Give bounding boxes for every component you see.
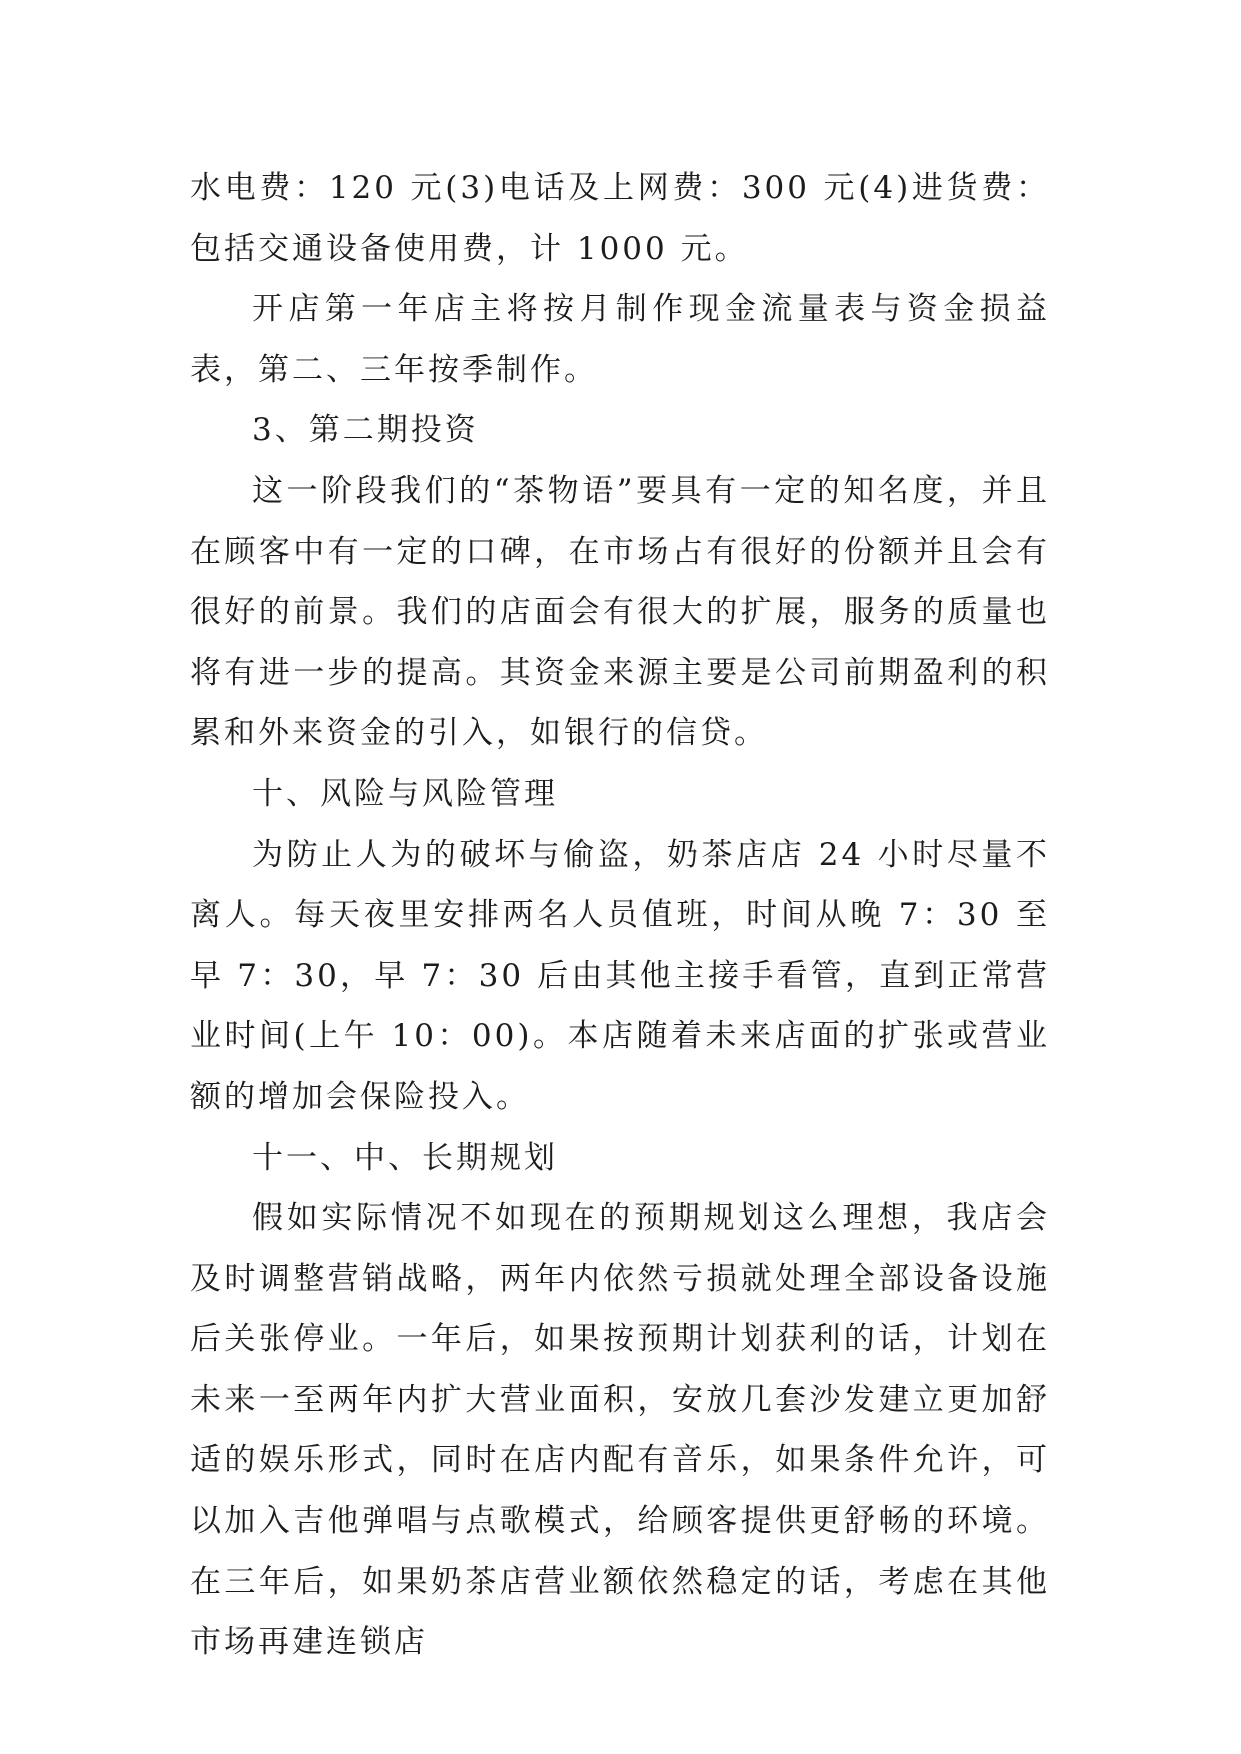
heading-second-phase-investment: 3、第二期投资 [252,412,479,449]
paragraph-utility-costs: 水电费：120 元(3)电话及上网费：300 元(4)进货费：包括交通设备使用费，计 1000 元。 [190,170,1050,267]
paragraph-risk-management: 为防止人为的破坏与偷盗，奶茶店店 24 小时尽量不离人。每天夜里安排两名人员值班，时间从晚 7：30 至早 7：30，早 7：30 后由其他主接手看管，直到正常营业时间(上午 10：00)。本店随着未来店面的扩张或营业额的增加会保险投入。 [190,836,1050,1115]
paragraph-second-phase-description: 这一阶段我们的“茶物语”要具有一定的知名度，并且在顾客中有一定的口碑，在市场占有很好的份额并且会有很好的前景。我们的店面会有很大的扩展，服务的质量也将有进一步的提高。其资金来源主要是公司前期盈利的积累和外来资金的引入，如银行的信贷。 [190,472,1050,752]
paragraph-cashflow-statement: 开店第一年店主将按月制作现金流量表与资金损益表，第二、三年按季制作。 [190,291,1050,388]
heading-long-term-plan: 十一、中、长期规划 [252,1139,558,1176]
paragraph-long-term-plan: 假如实际情况不如现在的预期规划这么理想，我店会及时调整营销战略，两年内依然亏损就处理全部设备设施后关张停业。一年后，如果按预期计划获利的话，计划在未来一至两年内扩大营业面积，安放几套沙发建立更加舒适的娱乐形式，同时在店内配有音乐，如果条件允许，可以加入吉他弹唱与点歌模式，给顾客提供更舒畅的环境。在三年后，如果奶茶店营业额依然稳定的话，考虑在其他市场再建连锁店 [190,1200,1050,1661]
document-body [190,158,1050,1673]
heading-risk-management: 十、风险与风险管理 [252,775,558,812]
